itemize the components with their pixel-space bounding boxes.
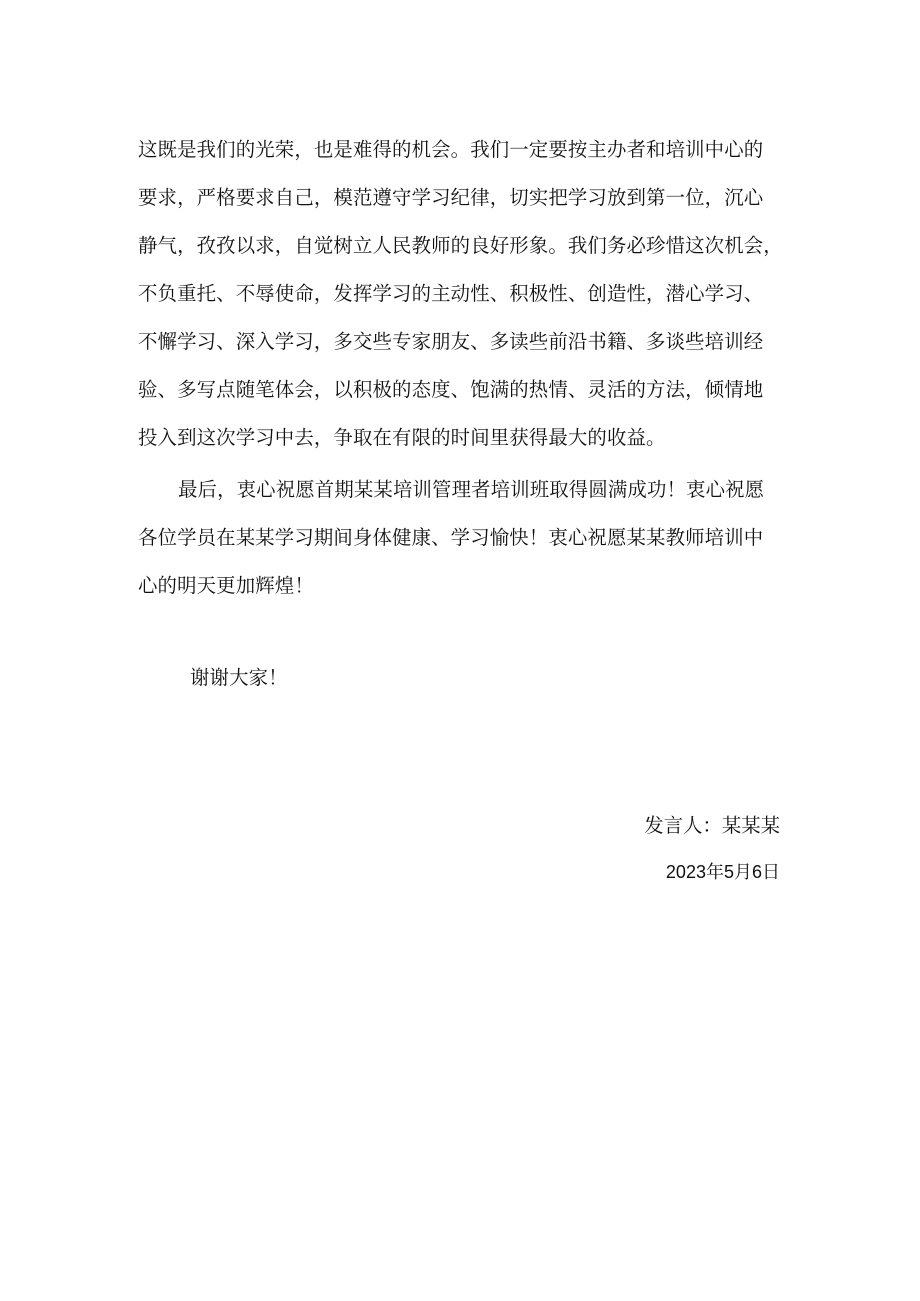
- closing-thanks: 谢谢大家！: [190, 666, 288, 689]
- paragraph-2-line-3: 心的明天更加辉煌！: [138, 574, 314, 597]
- paragraph-2-line-1: 最后，衷心祝愿首期某某培训管理者培训班取得圆满成功！衷心祝愿: [178, 478, 765, 501]
- document-date: 2023年5月6日: [665, 862, 780, 882]
- speaker-signature: 发言人：某某某: [644, 814, 780, 837]
- paragraph-1-line-2: 要求，严格要求自己，模范遵守学习纪律，切实把学习放到第一位，沉心: [138, 186, 764, 209]
- paragraph-2-line-2: 各位学员在某某学习期间身体健康、学习愉快！衷心祝愿某某教师培训中: [138, 526, 764, 549]
- paragraph-1-line-6: 验、多写点随笔体会，以积极的态度、饱满的热情、灵活的方法，倾情地: [138, 378, 764, 401]
- paragraph-1-line-5: 不懈学习、深入学习，多交些专家朋友、多读些前沿书籍、多谈些培训经: [138, 330, 764, 353]
- paragraph-1-line-4: 不负重托、不辱使命，发挥学习的主动性、积极性、创造性，潜心学习、: [138, 282, 764, 305]
- paragraph-1-line-3: 静气，孜孜以求，自觉树立人民教师的良好形象。我们务必珍惜这次机会，: [138, 234, 783, 257]
- paragraph-1-line-1: 这既是我们的光荣，也是难得的机会。我们一定要按主办者和培训中心的: [138, 138, 764, 161]
- paragraph-1-line-7: 投入到这次学习中去，争取在有限的时间里获得最大的收益。: [138, 426, 666, 449]
